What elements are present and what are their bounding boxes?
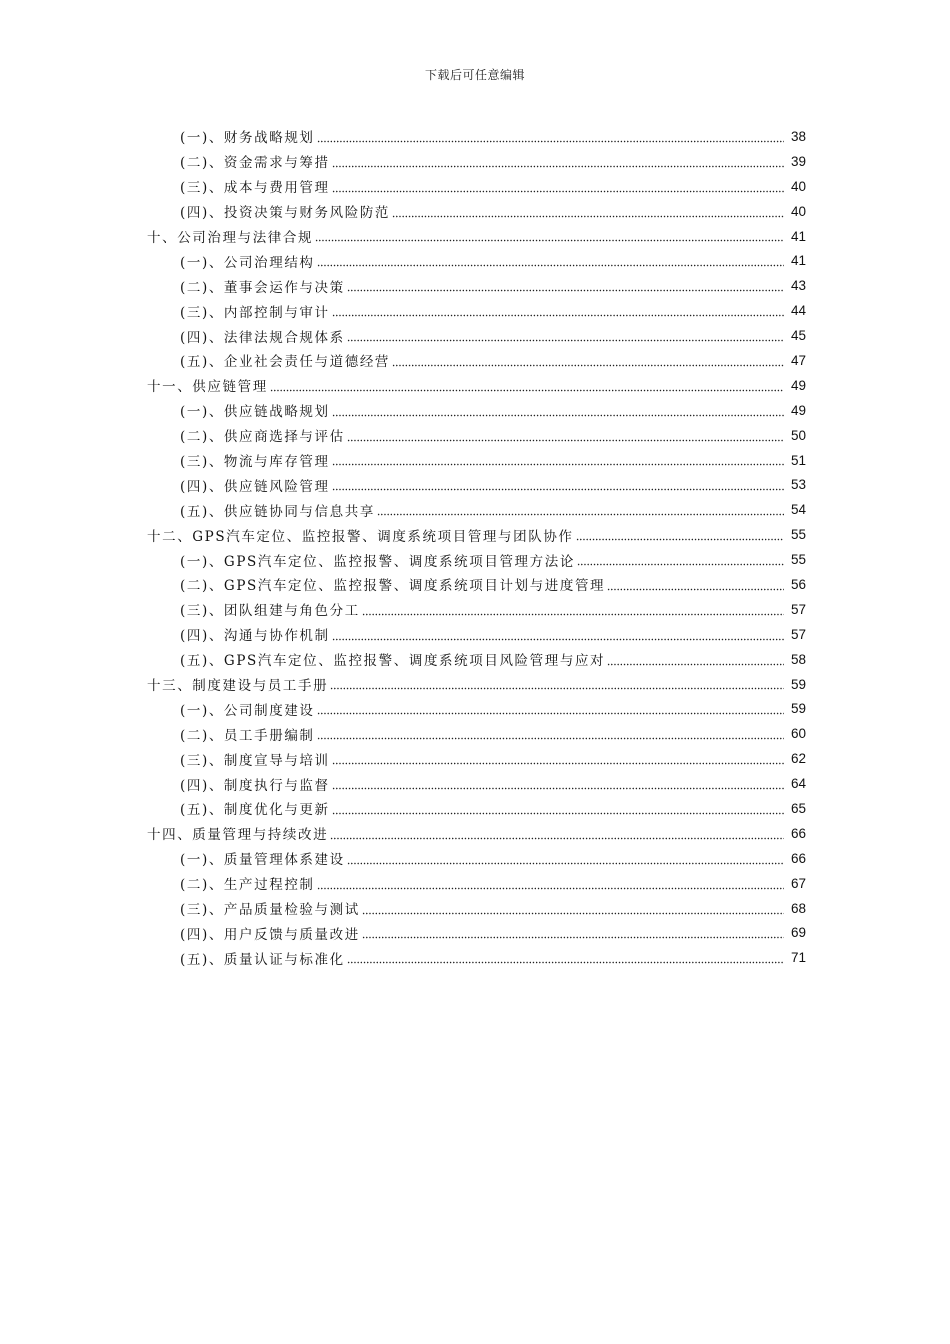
toc-section-entry[interactable]	[0, 622, 950, 647]
toc-page-number: 56	[790, 576, 806, 592]
toc-section-entry[interactable]	[0, 921, 950, 946]
page-header: 下载后可任意编辑	[424, 68, 525, 82]
toc-section-entry[interactable]	[0, 199, 950, 224]
toc-section-entry[interactable]	[0, 547, 950, 572]
toc-page-number: 53	[790, 477, 806, 493]
toc-page-number: 59	[790, 676, 806, 692]
toc-page-number: 50	[790, 427, 806, 443]
toc-page-number: 58	[790, 651, 806, 667]
toc-entry-title: 十三、制度建设与员工手册	[147, 678, 329, 695]
toc-entry-title: (五)、企业社会责任与道德经营	[180, 354, 391, 371]
toc-entry-title: (二)、资金需求与筹措	[180, 155, 330, 172]
toc-page-number: 59	[790, 701, 806, 717]
toc-section-entry[interactable]	[0, 572, 950, 597]
toc-entry-title: (三)、内部控制与审计	[180, 304, 330, 321]
toc-entry-title: (三)、成本与费用管理	[180, 180, 330, 197]
toc-dot-leader	[315, 230, 784, 242]
toc-entry-title: (五)、供应链协同与信息共享	[180, 503, 375, 520]
toc-dot-leader	[332, 629, 784, 641]
toc-page-number: 54	[790, 502, 806, 518]
toc-page-number: 44	[790, 303, 806, 319]
toc-entry-title: 十一、供应链管理	[147, 379, 268, 396]
toc-section-entry[interactable]	[0, 174, 950, 199]
toc-dot-leader	[392, 355, 784, 367]
toc-section-entry[interactable]	[0, 871, 950, 896]
toc-dot-leader	[317, 703, 784, 715]
toc-dot-leader	[330, 678, 784, 690]
toc-section-entry[interactable]	[0, 696, 950, 721]
toc-entry-title: (二)、生产过程控制	[180, 877, 315, 894]
toc-section-entry[interactable]	[0, 896, 950, 921]
toc-dot-leader	[332, 454, 784, 466]
toc-page-number: 67	[790, 875, 806, 891]
toc-section-entry[interactable]	[0, 323, 950, 348]
table-of-contents	[0, 124, 950, 970]
toc-entry-title: 十四、质量管理与持续改进	[147, 827, 329, 844]
toc-page-number: 41	[790, 253, 806, 269]
toc-dot-leader	[347, 280, 784, 292]
toc-section-entry[interactable]	[0, 796, 950, 821]
toc-dot-leader	[332, 479, 784, 491]
toc-page-number: 41	[790, 228, 806, 244]
toc-entry-title: (一)、供应链战略规划	[180, 404, 330, 421]
toc-page-number: 57	[790, 601, 806, 617]
toc-dot-leader	[377, 504, 784, 516]
toc-dot-leader	[332, 753, 784, 765]
toc-entry-title: (二)、员工手册编制	[180, 727, 315, 744]
toc-page-number: 68	[790, 900, 806, 916]
toc-dot-leader	[362, 604, 784, 616]
toc-page-number: 57	[790, 626, 806, 642]
toc-page-number: 51	[790, 452, 806, 468]
toc-entry-title: 十二、GPS汽车定位、监控报警、调度系统项目管理与团队协作	[147, 528, 574, 545]
toc-page-number: 55	[790, 527, 806, 543]
toc-chapter-entry[interactable]	[0, 821, 950, 846]
toc-dot-leader	[317, 255, 784, 267]
toc-section-entry[interactable]	[0, 149, 950, 174]
toc-dot-leader	[347, 853, 784, 865]
toc-page-number: 39	[790, 153, 806, 169]
toc-section-entry[interactable]	[0, 945, 950, 970]
toc-page-number: 64	[790, 776, 806, 792]
toc-page-number: 38	[790, 128, 806, 144]
toc-entry-title: (五)、制度优化与更新	[180, 802, 330, 819]
toc-section-entry[interactable]	[0, 348, 950, 373]
toc-page-number: 40	[790, 178, 806, 194]
toc-dot-leader	[332, 803, 784, 815]
toc-entry-title: (五)、GPS汽车定位、监控报警、调度系统项目风险管理与应对	[180, 653, 606, 670]
toc-dot-leader	[332, 778, 784, 790]
toc-entry-title: (三)、团队组建与角色分工	[180, 603, 360, 620]
toc-entry-title: (四)、供应链风险管理	[180, 478, 330, 495]
toc-section-entry[interactable]	[0, 721, 950, 746]
toc-entry-title: 十、公司治理与法律合规	[147, 230, 314, 246]
toc-chapter-entry[interactable]	[0, 672, 950, 697]
toc-section-entry[interactable]	[0, 597, 950, 622]
toc-entry-title: (一)、公司制度建设	[180, 702, 315, 719]
toc-section-entry[interactable]	[0, 448, 950, 473]
toc-entry-title: (一)、GPS汽车定位、监控报警、调度系统项目管理方法论	[180, 553, 575, 570]
toc-dot-leader	[607, 654, 784, 666]
toc-page-number: 49	[790, 402, 806, 418]
toc-entry-title: (一)、公司治理结构	[180, 254, 315, 271]
toc-section-entry[interactable]	[0, 298, 950, 323]
toc-entry-title: (一)、财务战略规划	[180, 130, 315, 147]
toc-entry-title: (四)、制度执行与监督	[180, 777, 330, 794]
toc-page-number: 65	[790, 800, 806, 816]
toc-entry-title: (五)、质量认证与标准化	[180, 951, 345, 968]
toc-dot-leader	[362, 927, 784, 939]
toc-section-entry[interactable]	[0, 398, 950, 423]
toc-dot-leader	[332, 156, 784, 168]
toc-dot-leader	[332, 405, 784, 417]
toc-dot-leader	[317, 131, 784, 143]
toc-dot-leader	[392, 206, 784, 218]
toc-section-entry[interactable]	[0, 746, 950, 771]
toc-entry-title: (四)、沟通与协作机制	[180, 628, 330, 645]
toc-dot-leader	[270, 380, 784, 392]
toc-section-entry[interactable]	[0, 273, 950, 298]
toc-dot-leader	[347, 952, 784, 964]
toc-page-number: 55	[790, 552, 806, 568]
toc-page-number: 43	[790, 278, 806, 294]
toc-page-number: 66	[790, 825, 806, 841]
toc-entry-title: (三)、制度宣导与培训	[180, 752, 330, 769]
toc-dot-leader	[317, 878, 784, 890]
toc-page-number: 60	[790, 726, 806, 742]
toc-page-number: 49	[790, 377, 806, 393]
toc-page-number: 45	[790, 328, 806, 344]
toc-dot-leader	[330, 828, 784, 840]
toc-dot-leader	[332, 181, 784, 193]
toc-section-entry[interactable]	[0, 497, 950, 522]
toc-entry-title: (一)、质量管理体系建设	[180, 852, 345, 869]
toc-section-entry[interactable]	[0, 846, 950, 871]
toc-entry-title: (三)、物流与库存管理	[180, 454, 330, 471]
toc-entry-title: (三)、产品质量检验与测试	[180, 902, 360, 919]
toc-dot-leader	[577, 554, 784, 566]
toc-page-number: 71	[790, 950, 806, 966]
toc-dot-leader	[576, 529, 784, 541]
toc-entry-title: (二)、董事会运作与决策	[180, 279, 345, 296]
toc-section-entry[interactable]	[0, 647, 950, 672]
toc-section-entry[interactable]	[0, 771, 950, 796]
toc-section-entry[interactable]	[0, 248, 950, 273]
toc-entry-title: (二)、供应商选择与评估	[180, 429, 345, 446]
toc-page-number: 40	[790, 203, 806, 219]
toc-page-number: 47	[790, 352, 806, 368]
toc-section-entry[interactable]	[0, 124, 950, 149]
toc-chapter-entry[interactable]	[0, 224, 950, 249]
toc-chapter-entry[interactable]	[0, 373, 950, 398]
toc-entry-title: (四)、投资决策与财务风险防范	[180, 205, 391, 222]
toc-dot-leader	[347, 430, 784, 442]
toc-dot-leader	[607, 579, 784, 591]
toc-section-entry[interactable]	[0, 472, 950, 497]
toc-entry-title: (四)、法律法规合规体系	[180, 329, 345, 346]
toc-dot-leader	[332, 305, 784, 317]
toc-dot-leader	[347, 330, 784, 342]
toc-dot-leader	[317, 728, 784, 740]
toc-page-number: 66	[790, 850, 806, 866]
toc-dot-leader	[362, 903, 784, 915]
toc-page-number: 69	[790, 925, 806, 941]
toc-page-number: 62	[790, 751, 806, 767]
toc-entry-title: (四)、用户反馈与质量改进	[180, 926, 360, 943]
toc-entry-title: (二)、GPS汽车定位、监控报警、调度系统项目计划与进度管理	[180, 578, 606, 595]
toc-section-entry[interactable]	[0, 423, 950, 448]
toc-chapter-entry[interactable]	[0, 522, 950, 547]
